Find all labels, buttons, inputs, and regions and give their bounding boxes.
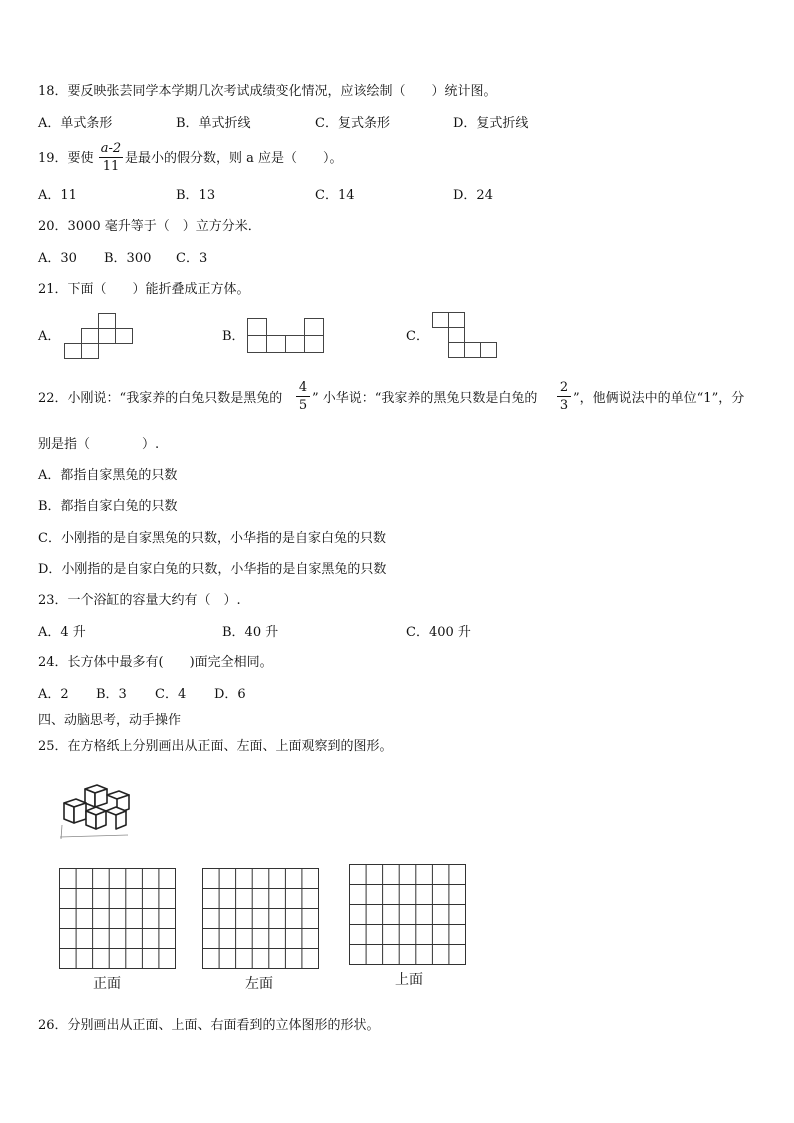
- q19-option-c: C．14: [315, 188, 355, 203]
- q22-option-a: A．都指自家黑兔的只数: [38, 468, 178, 483]
- q24-option-a: A．2: [38, 687, 69, 702]
- q23-option-a: A．4 升: [38, 625, 86, 640]
- q22-fraction-2-denominator: 3: [559, 398, 569, 413]
- q22-option-c: C．小刚指的是自家黑兔的只数，小华指的是自家白兔的只数: [38, 531, 386, 546]
- q23-option-c: C．400 升: [406, 625, 471, 640]
- q20-stem: 20．3000 毫升等于（ ）立方分米．: [38, 219, 261, 234]
- q21-option-b: B．: [222, 329, 245, 344]
- q23-option-b: B．40 升: [222, 625, 279, 640]
- grid-top-view[interactable]: [348, 863, 467, 966]
- cube-net-b: [247, 318, 324, 354]
- q22-fraction-1-numerator: 4: [298, 380, 308, 395]
- grid-left-view[interactable]: [201, 867, 320, 970]
- q20-option-a: A．30: [38, 251, 77, 266]
- q19-suffix: 是最小的假分数，则 a 应是（ ）。: [125, 151, 343, 166]
- q24-option-d: D．6: [214, 687, 246, 702]
- q19-fraction: [99, 141, 123, 174]
- q22-fraction-2-numerator: 2: [559, 380, 569, 395]
- label-left-view: 左面: [245, 976, 273, 992]
- q18-option-a: A．单式条形: [38, 116, 113, 131]
- q21-option-a: A．: [38, 329, 61, 344]
- q19-option-a: A．11: [38, 188, 77, 203]
- q22-line2: 别是指（ ）.: [38, 437, 160, 452]
- q22-part2: ” 小华说：“我家养的黑兔只数是白兔的: [312, 391, 538, 406]
- q22-fraction-1: [296, 380, 310, 413]
- q22-fraction-2: [557, 380, 571, 413]
- q24-stem: 24．长方体中最多有( )面完全相同。: [38, 655, 273, 670]
- q22-part3: ”，他俩说法中的单位“1”，分: [573, 391, 745, 406]
- q22-part1: 22．小刚说：“我家养的白兔只数是黑兔的: [38, 391, 283, 406]
- q18-option-b: B．单式折线: [176, 116, 251, 131]
- q21-stem: 21．下面（ ）能折叠成正方体。: [38, 282, 250, 297]
- q20-option-b: B．300: [104, 251, 152, 266]
- q18-option-d: D．复式折线: [453, 116, 529, 131]
- label-top-view: 上面: [395, 972, 423, 988]
- section-4-heading: 四、动脑思考，动手操作: [38, 713, 182, 728]
- q23-stem: 23．一个浴缸的容量大约有（ ）.: [38, 593, 241, 608]
- cube-net-a: [63, 313, 134, 360]
- q18-option-c: C．复式条形: [315, 116, 390, 131]
- q25-stem: 25．在方格纸上分别画出从正面、左面、上面观察到的图形。: [38, 739, 393, 754]
- q19-denominator: 11: [102, 159, 120, 174]
- q26-stem: 26．分别画出从正面、上面、右面看到的立体图形的形状。: [38, 1018, 380, 1033]
- q19-numerator: a-2: [100, 141, 122, 156]
- label-front-view: 正面: [93, 976, 121, 992]
- q20-option-c: C．3: [176, 251, 208, 266]
- q19-option-b: B．13: [176, 188, 216, 203]
- q19-prefix: 19．要使: [38, 151, 94, 166]
- q24-option-b: B．3: [96, 687, 127, 702]
- cube-stack-figure: [58, 781, 138, 845]
- grid-front-view[interactable]: [58, 867, 177, 970]
- q19-option-d: D．24: [453, 188, 493, 203]
- q22-option-b: B．都指自家白兔的只数: [38, 499, 178, 514]
- q22-fraction-1-denominator: 5: [298, 398, 308, 413]
- cube-net-c: [432, 312, 498, 359]
- q22-option-d: D．小刚指的是自家白兔的只数，小华指的是自家黑兔的只数: [38, 562, 387, 577]
- q24-option-c: C．4: [155, 687, 187, 702]
- q21-option-c: C．: [406, 329, 429, 344]
- q18-stem: 18．要反映张芸同学本学期几次考试成绩变化情况，应该绘制（ ）统计图。: [38, 84, 497, 99]
